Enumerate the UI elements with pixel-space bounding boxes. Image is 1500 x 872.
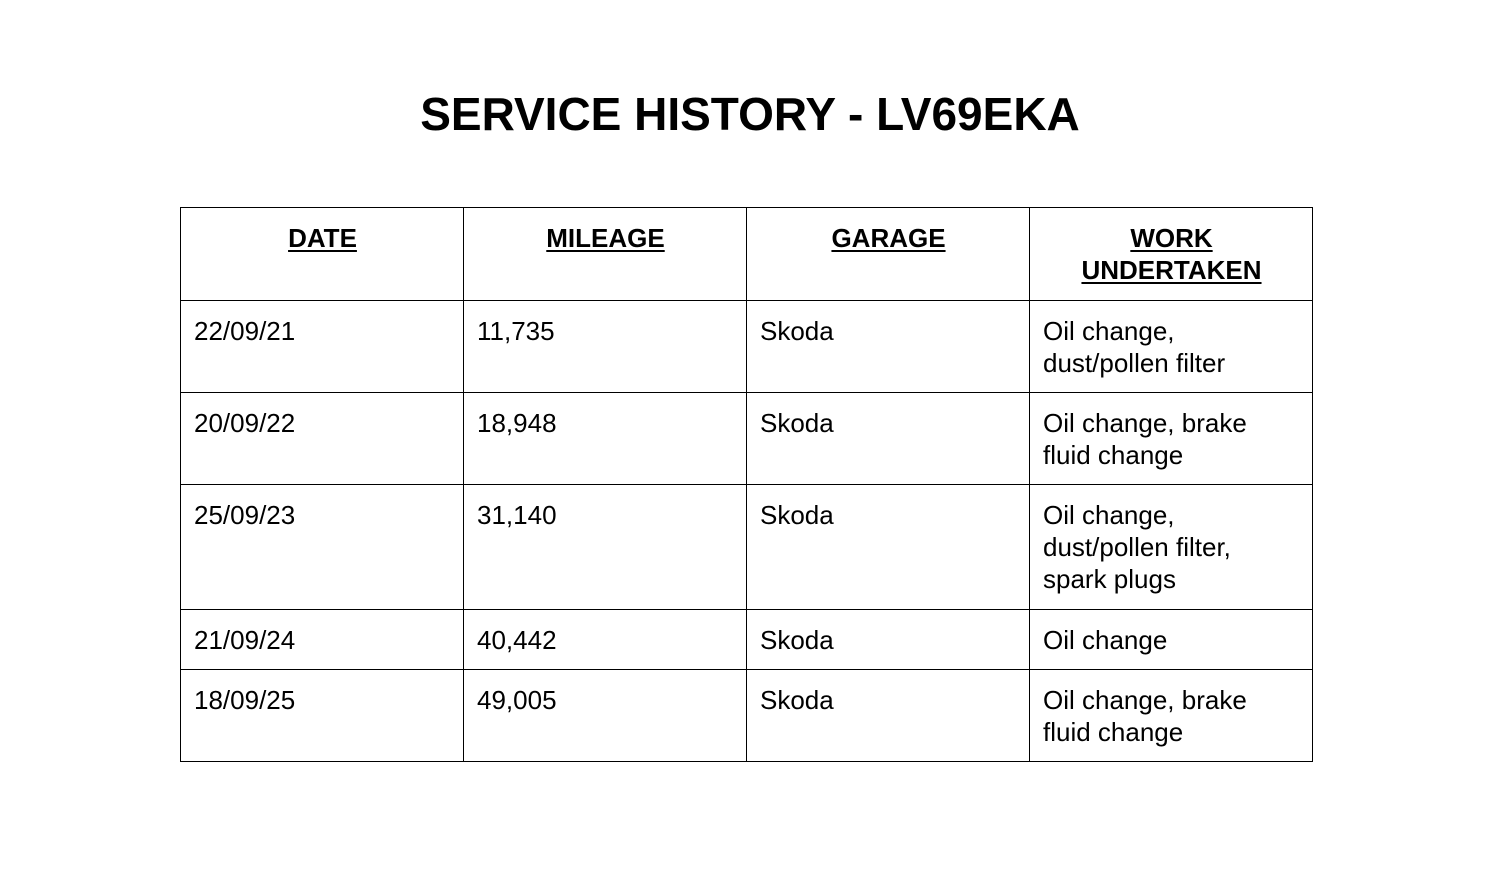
cell-date: 18/09/25 — [181, 670, 464, 762]
table-row — [181, 485, 1313, 610]
cell-date: 25/09/23 — [181, 485, 464, 610]
cell-garage: Skoda — [747, 670, 1030, 762]
cell-date: 22/09/21 — [181, 301, 464, 393]
column-header-work-undertaken: WORK UNDERTAKEN — [1030, 208, 1313, 301]
cell-work-undertaken: Oil change, dust/pollen filter, spark plugs — [1030, 485, 1313, 610]
table-row — [181, 393, 1313, 485]
table-row — [181, 610, 1313, 670]
cell-mileage: 18,948 — [464, 393, 747, 485]
table-row — [181, 670, 1313, 762]
cell-date: 21/09/24 — [181, 610, 464, 670]
cell-work-undertaken: Oil change — [1030, 610, 1313, 670]
cell-work-undertaken: Oil change, brake fluid change — [1030, 670, 1313, 762]
cell-date: 20/09/22 — [181, 393, 464, 485]
column-header-mileage: MILEAGE — [464, 208, 747, 301]
cell-garage: Skoda — [747, 393, 1030, 485]
page-title: SERVICE HISTORY - LV69EKA — [420, 88, 1080, 140]
cell-garage: Skoda — [747, 301, 1030, 393]
cell-mileage: 11,735 — [464, 301, 747, 393]
cell-work-undertaken: Oil change, brake fluid change — [1030, 393, 1313, 485]
cell-mileage: 31,140 — [464, 485, 747, 610]
table-header-row — [181, 208, 1313, 301]
cell-garage: Skoda — [747, 485, 1030, 610]
cell-work-undertaken: Oil change, dust/pollen filter — [1030, 301, 1313, 393]
column-header-garage: GARAGE — [747, 208, 1030, 301]
table-row — [181, 301, 1313, 393]
cell-mileage: 49,005 — [464, 670, 747, 762]
service-history-table — [180, 207, 1313, 762]
cell-mileage: 40,442 — [464, 610, 747, 670]
cell-garage: Skoda — [747, 610, 1030, 670]
column-header-date: DATE — [181, 208, 464, 301]
